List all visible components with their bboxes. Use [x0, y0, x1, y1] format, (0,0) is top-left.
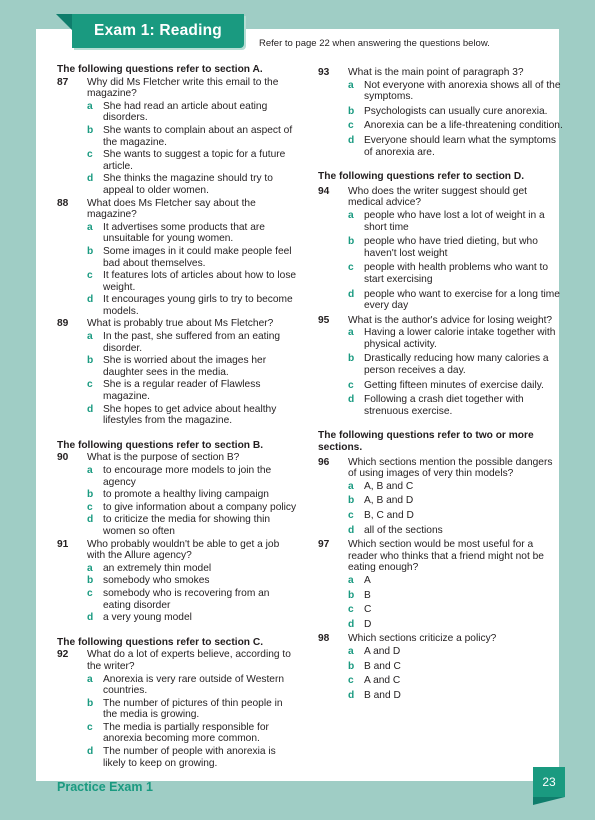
question-number: 94 [318, 185, 330, 197]
option-letter: d [87, 612, 94, 624]
question-number: 90 [57, 452, 69, 464]
answer-option [87, 674, 297, 697]
option-text: Anorexia can be a life-threatening condition. [364, 120, 563, 132]
option-text: It encourages young girls to try to become models. [103, 294, 293, 317]
answer-options [348, 575, 563, 630]
question-item [57, 77, 297, 197]
answer-options [348, 210, 563, 312]
option-text: B and D [364, 689, 401, 701]
answer-option [348, 135, 563, 158]
option-letter: a [87, 673, 93, 685]
option-text: to encourage more models to join the agency [103, 465, 272, 488]
answer-option [348, 120, 563, 132]
option-text: Anorexia is very rare outside of Western countries. [103, 673, 285, 697]
answer-option [348, 236, 563, 259]
answer-option [348, 210, 563, 233]
option-letter: a [87, 465, 93, 476]
answer-option [348, 394, 563, 417]
option-letter: b [348, 495, 355, 507]
right-column [318, 64, 563, 704]
answer-options [348, 80, 563, 159]
answer-options [348, 481, 563, 536]
option-letter: c [348, 120, 354, 132]
question-number: 91 [57, 538, 69, 550]
answer-option [87, 222, 297, 245]
option-text: Having a lower calorie intake together with physical activity. [364, 327, 556, 350]
page-number: 23 [542, 775, 556, 789]
option-text: It features lots of articles about how to lose weight. [103, 270, 297, 293]
question-item [318, 186, 563, 312]
answer-option [87, 746, 297, 769]
option-letter: a [348, 574, 354, 586]
question-number: 89 [57, 318, 69, 330]
question-number: 95 [318, 314, 330, 326]
question-text: Which sections mention the possible dangers of using images of very thin models? [348, 456, 553, 480]
option-letter: a [348, 79, 354, 91]
option-letter: a [348, 327, 354, 339]
answer-option [348, 661, 563, 673]
answer-option [87, 489, 297, 501]
question-text: What is the main point of paragraph 3? [348, 67, 524, 78]
option-text: Some images in it could make people feel bad about themselves. [103, 245, 292, 269]
option-letter: d [348, 288, 355, 300]
option-letter: c [348, 675, 354, 687]
option-text: to give information about a company policy [103, 501, 297, 513]
option-text: She had read an article about eating disorders. [103, 100, 268, 124]
answer-option [87, 125, 297, 148]
option-text: Psychologists can usually cure anorexia. [364, 105, 548, 117]
option-text: She thinks the magazine should try to appeal to older women. [103, 173, 273, 196]
option-letter: b [87, 489, 94, 501]
answer-option [348, 262, 563, 285]
answer-option [348, 495, 563, 507]
question-item [57, 649, 297, 769]
answer-option [87, 563, 297, 575]
answer-option [87, 698, 297, 721]
question-number: 88 [57, 197, 69, 209]
option-text: somebody who is recovering from an eating disorder [103, 587, 270, 611]
answer-option [348, 675, 563, 687]
page-number-box [533, 767, 565, 797]
option-text: Following a crash diet together with strenuous exercise. [364, 394, 524, 417]
option-letter: d [348, 134, 355, 146]
option-text: B, C and D [364, 510, 414, 521]
answer-option [348, 604, 563, 616]
answer-options [87, 222, 297, 318]
question-number: 96 [318, 456, 330, 468]
option-letter: d [87, 403, 94, 415]
option-text: a very young model [103, 612, 192, 624]
option-letter: d [348, 394, 355, 406]
question-number: 97 [318, 539, 330, 551]
option-letter: a [348, 645, 354, 657]
option-text: Drastically reducing how many calories a person receives a day. [364, 353, 549, 377]
question-text: What is probably true about Ms Fletcher? [87, 318, 274, 330]
option-letter: c [348, 379, 354, 391]
option-text: The number of people with anorexia is likely to keep on growing. [103, 746, 276, 769]
question-number: 92 [57, 649, 69, 661]
title-tab [72, 14, 244, 48]
answer-option [348, 289, 563, 312]
option-text: to promote a healthy living campaign [103, 489, 269, 501]
answer-option [348, 690, 563, 702]
reference-note: Refer to page 22 when answering the questions below. [259, 38, 490, 49]
option-text: It advertises some products that are unsuitable for young women. [103, 221, 265, 245]
section-heading: The following questions refer to section C. [57, 636, 264, 648]
option-text: an extremely thin model [103, 562, 212, 574]
answer-option [87, 270, 297, 293]
option-text: She is a regular reader of Flawless magazine. [103, 379, 261, 403]
answer-option [348, 106, 563, 118]
option-letter: d [87, 173, 94, 185]
question-item [57, 452, 297, 537]
option-text: Getting fifteen minutes of exercise daily. [364, 379, 544, 391]
option-letter: c [87, 721, 93, 733]
question-text: Which sections criticize a policy? [348, 633, 497, 645]
answer-option [87, 149, 297, 172]
option-letter: a [87, 331, 93, 343]
section-heading: The following questions refer to section A. [57, 64, 263, 75]
question-text: Who probably wouldn't be able to get a job with the Allure agency? [87, 538, 280, 562]
option-text: In the past, she suffered from an eating disorder. [103, 331, 281, 354]
answer-option [348, 481, 563, 493]
option-text: She is worried about the images her daughter sees in the media. [103, 355, 267, 378]
option-text: A, B and C [364, 480, 414, 492]
option-letter: c [348, 262, 354, 274]
answer-option [87, 379, 297, 402]
option-letter: b [348, 105, 355, 117]
answer-option [87, 355, 297, 378]
option-letter: b [348, 589, 355, 601]
option-letter: c [87, 270, 93, 282]
section-heading: The following questions refer to two or more sections. [318, 430, 534, 454]
answer-option [348, 619, 563, 631]
option-letter: c [87, 587, 93, 599]
answer-options [348, 646, 563, 701]
answer-option [348, 353, 563, 376]
option-text: She wants to complain about an aspect of the magazine. [103, 124, 293, 148]
section-heading: The following questions refer to section B. [57, 439, 264, 451]
answer-option [348, 510, 563, 522]
option-letter: d [348, 524, 355, 536]
question-text: Who does the writer suggest should get medical advice? [348, 185, 527, 209]
page-title: Exam 1: Reading [94, 22, 222, 39]
answer-option [87, 575, 297, 587]
option-letter: c [348, 604, 354, 616]
option-text: people who want to exercise for a long time every day [364, 288, 560, 312]
option-text: A [364, 574, 371, 586]
option-letter: b [87, 697, 94, 709]
answer-options [87, 563, 297, 624]
option-letter: a [87, 562, 93, 574]
answer-option [348, 327, 563, 350]
option-letter: d [87, 514, 94, 526]
answer-options [87, 331, 297, 427]
option-letter: d [348, 618, 355, 630]
option-letter: c [348, 510, 354, 521]
answer-option [87, 101, 297, 124]
question-item [318, 539, 563, 630]
question-text: What do a lot of experts believe, according to the writer? [87, 649, 291, 672]
answer-option [87, 331, 297, 354]
answer-options [87, 674, 297, 770]
option-text: to criticize the media for showing thin women so often [103, 514, 271, 537]
option-text: She hopes to get advice about healthy lifestyles from the magazine. [103, 403, 277, 427]
option-text: somebody who smokes [103, 575, 210, 587]
option-text: D [364, 618, 372, 630]
question-item [57, 198, 297, 318]
answer-option [87, 722, 297, 745]
answer-option [87, 588, 297, 611]
option-text: A, B and D [364, 495, 414, 507]
option-letter: b [87, 245, 94, 257]
option-text: people who have tried dieting, but who haven't lost weight [364, 236, 538, 259]
option-letter: a [87, 221, 93, 233]
left-column [57, 64, 297, 770]
answer-option [348, 575, 563, 587]
answer-option [87, 173, 297, 196]
option-letter: c [87, 379, 93, 391]
question-number: 93 [318, 67, 330, 78]
question-text: Why did Ms Fletcher write this email to the magazine? [87, 76, 279, 100]
option-letter: c [87, 501, 93, 513]
option-text: A and C [364, 675, 401, 687]
option-text: Not everyone with anorexia shows all of the symptoms. [364, 79, 561, 103]
option-letter: c [87, 149, 93, 161]
footer [0, 767, 595, 820]
option-text: She wants to suggest a topic for a future article. [103, 149, 286, 172]
question-number: 98 [318, 633, 330, 645]
option-letter: d [87, 294, 94, 306]
option-letter: a [87, 100, 93, 112]
answer-option [348, 80, 563, 103]
option-text: B and C [364, 660, 401, 672]
option-letter: d [87, 746, 94, 758]
answer-option [348, 590, 563, 602]
question-text: What is the purpose of section B? [87, 452, 240, 464]
option-letter: b [87, 124, 94, 136]
footer-label: Practice Exam 1 [57, 780, 153, 794]
question-item [57, 318, 297, 426]
answer-option [87, 502, 297, 514]
question-item [318, 67, 563, 158]
option-text: people who have lost a lot of weight in a short time [364, 209, 545, 233]
question-text: Which section would be most useful for a reader who thinks that a friend might not be eating enough? [348, 539, 544, 574]
answer-option [348, 646, 563, 658]
answer-options [87, 101, 297, 197]
option-letter: a [348, 209, 354, 221]
answer-option [348, 525, 563, 537]
answer-options [87, 465, 297, 538]
question-text: What is the author's advice for losing weight? [348, 314, 553, 326]
answer-option [348, 380, 563, 392]
question-item [318, 315, 563, 418]
section-heading: The following questions refer to section D. [318, 171, 525, 183]
answer-options [348, 327, 563, 417]
option-letter: b [348, 660, 355, 672]
option-letter: b [348, 353, 355, 365]
option-text: all of the sections [364, 524, 443, 536]
option-letter: b [348, 236, 355, 248]
answer-option [87, 514, 297, 537]
question-item [57, 539, 297, 624]
option-text: Everyone should learn what the symptoms of anorexia are. [364, 134, 556, 158]
option-letter: b [87, 355, 94, 367]
option-letter: d [348, 689, 355, 701]
option-text: C [364, 604, 372, 616]
question-item [318, 633, 563, 701]
option-text: people with health problems who want to start exercising [364, 262, 549, 285]
question-item [318, 457, 563, 537]
answer-option [87, 612, 297, 624]
option-text: The media is partially responsible for anorexia becoming more common. [103, 721, 269, 745]
answer-option [87, 404, 297, 427]
option-text: A and D [364, 645, 401, 657]
question-number: 87 [57, 76, 69, 88]
answer-option [87, 246, 297, 269]
option-letter: b [87, 575, 94, 587]
option-text: The number of pictures of thin people in the media is growing. [103, 697, 283, 721]
question-text: What does Ms Fletcher say about the magazine? [87, 197, 256, 221]
option-text: B [364, 589, 371, 601]
option-letter: a [348, 480, 354, 492]
answer-option [87, 465, 297, 488]
answer-option [87, 294, 297, 317]
